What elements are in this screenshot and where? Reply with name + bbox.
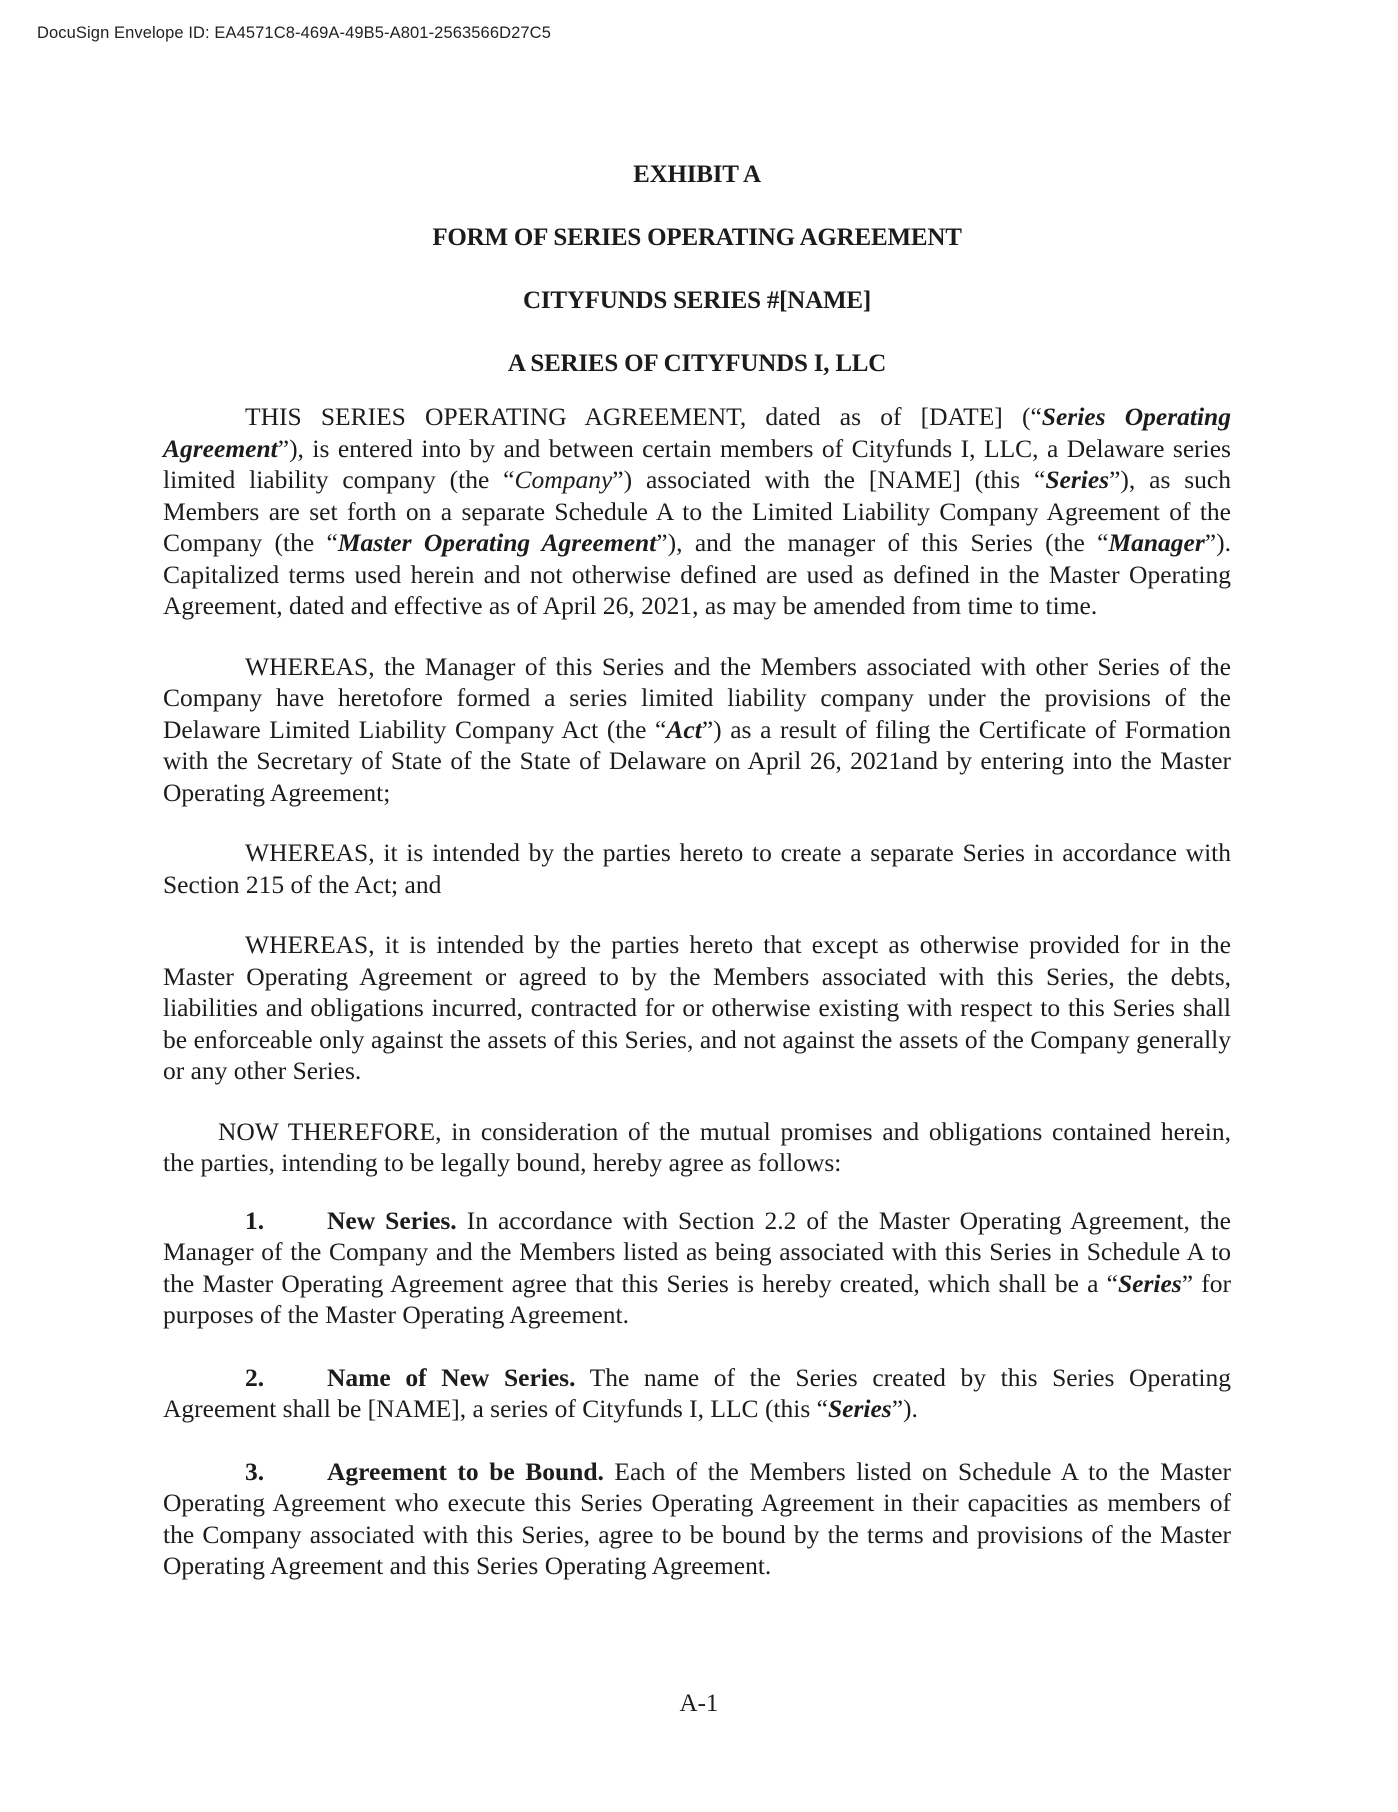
section-2-number: 2. bbox=[245, 1362, 265, 1392]
defined-term-company: Company bbox=[514, 465, 613, 494]
whereas-paragraph-3: WHEREAS, it is intended by the parties hereto that except as otherwise provided for in the Master Operating Agreement or agreed to by the Members associated with this Series, the debts, liabilities and obligations incurred, contracted for or otherwise existing with respect to this Series shall be enforceable only against the assets of this Series, and not against the assets of the Company generally or any other Series. bbox=[163, 930, 1231, 1085]
exhibit-heading: EXHIBIT A bbox=[633, 161, 761, 188]
whereas1-text-2: ”) as a result of filing the Certificate of Formation with the Secretary of State of the State of Delaware on April 26, 2021and by entering into the Master Operating Agreement; bbox=[163, 714, 1231, 807]
section-3-number: 3. bbox=[245, 1456, 265, 1486]
defined-term-series: Series bbox=[1045, 465, 1110, 494]
whereas-paragraph-2: WHEREAS, it is intended by the parties hereto to create a separate Series in accordance with Section 215 of the Act; and bbox=[163, 838, 1231, 899]
section-3-text-1: Each of the Members listed on Schedule A to the Master Operating Agreement who execute this Series Operating Agreement in their capacities as members of the Company associated with this Series, agree to be bound by the terms and provisions of the Master Operating Agreement and this Series Operating Agreement. bbox=[163, 1456, 1231, 1580]
document-page bbox=[163, 160, 1231, 1582]
defined-term-master-operating-agreement: Master Operating Agreement bbox=[337, 528, 657, 557]
docusign-envelope-id: DocuSign Envelope ID: EA4571C8-469A-49B5-A801-2563566D27C5 bbox=[37, 24, 551, 42]
section-2-name-of-new-series bbox=[163, 1362, 1231, 1425]
section-2-title: Name of New Series. bbox=[327, 1362, 576, 1392]
defined-term-act: Act bbox=[666, 714, 702, 744]
section-3-title: Agreement to be Bound. bbox=[327, 1456, 604, 1486]
intro-text-4: ”), as such Members are set forth on a separate Schedule A to the Limited Liability Company Agreement of the Company (the “ bbox=[163, 465, 1231, 557]
form-title: FORM OF SERIES OPERATING AGREEMENT bbox=[432, 224, 962, 251]
section-1-text-2: ” for purposes of the Master Operating Agreement. bbox=[163, 1268, 1231, 1329]
series-title: CITYFUNDS SERIES #[NAME] bbox=[522, 287, 872, 314]
section-3-agreement-to-be-bound bbox=[163, 1456, 1231, 1582]
intro-text-5: ”), and the manager of this Series (the “ bbox=[656, 528, 1109, 557]
defined-term-series-operating-agreement: Series Operating Agreement bbox=[163, 402, 1231, 463]
section-1-defined-term-series: Series bbox=[1117, 1268, 1182, 1298]
parent-company-title: A SERIES OF CITYFUNDS I, LLC bbox=[507, 350, 887, 377]
now-therefore-paragraph: NOW THEREFORE, in consideration of the mutual promises and obligations contained herein, the parties, intending to be legally bound, hereby agree as follows: bbox=[163, 1116, 1231, 1177]
intro-text-6: ”). Capitalized terms used herein and not otherwise defined are used as defined in the Master Operating Agreement, dated and effective as of April 26, 2021, as may be amended from time to time. bbox=[163, 528, 1231, 620]
whereas-paragraph-1 bbox=[163, 651, 1231, 809]
section-1-new-series bbox=[163, 1205, 1231, 1331]
defined-term-manager: Manager bbox=[1108, 528, 1205, 557]
intro-text-3: ”) associated with the [NAME] (this “ bbox=[612, 465, 1046, 494]
section-2-defined-term-series: Series bbox=[827, 1394, 892, 1423]
intro-text-2: ”), is entered into by and between certain members of Cityfunds I, LLC, a Delaware series limited liability company (the “ bbox=[163, 433, 1231, 494]
intro-text-1: THIS SERIES OPERATING AGREEMENT, dated as of [DATE] (“ bbox=[245, 402, 1042, 431]
intro-paragraph bbox=[163, 401, 1231, 622]
section-1-title: New Series. bbox=[327, 1205, 457, 1235]
section-1-number: 1. bbox=[245, 1205, 265, 1235]
page-number: A-1 bbox=[679, 1690, 719, 1717]
section-1-text-1: In accordance with Section 2.2 of the Master Operating Agreement, the Manager of the Company and the Members listed as being associated with this Series in Schedule A to the Master Operating Agreement agree that this Series is hereby created, which shall be a “ bbox=[163, 1205, 1231, 1298]
whereas1-text-1: WHEREAS, the Manager of this Series and the Members associated with other Series of the Company have heretofore formed a series limited liability company under the provisions of the Delaware Limited Liability Company Act (the “ bbox=[163, 651, 1231, 744]
section-2-text-1: The name of the Series created by this Series Operating Agreement shall be [NAME], a series of Cityfunds I, LLC (this “ bbox=[163, 1362, 1232, 1423]
section-2-text-2: ”). bbox=[891, 1394, 918, 1423]
